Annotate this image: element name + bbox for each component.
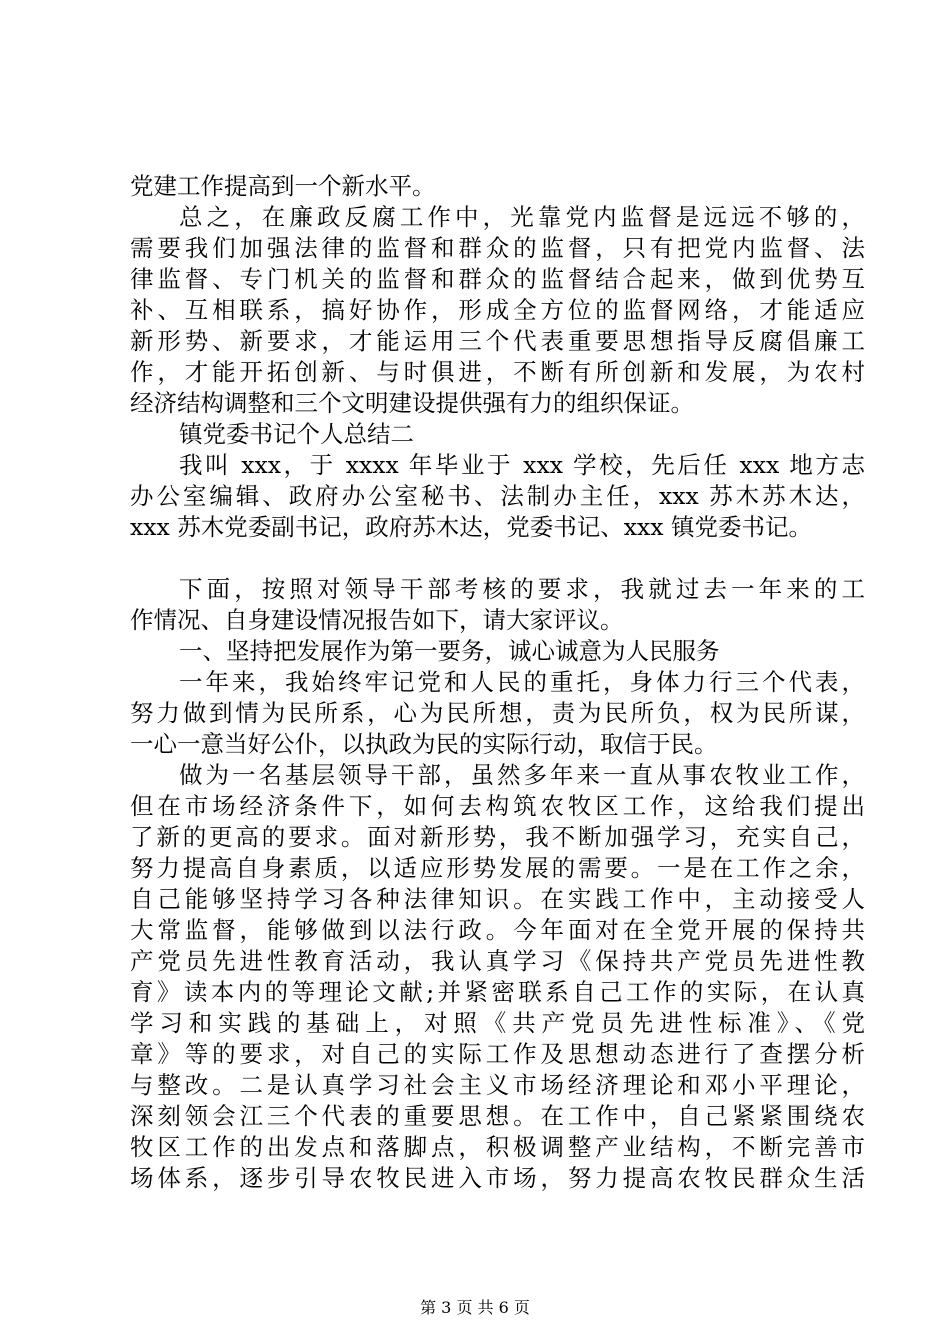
text-line: 一心一意当好公仆，以执政为民的实际行动，取信于民。 bbox=[130, 730, 718, 758]
text-line: 我叫 xxx，于 xxxx 年毕业于 xxx 学校，先后任 xxx 地方志 bbox=[179, 451, 865, 479]
text-line: 自己能够坚持学习各种法律知识。在实践工作中，主动接受人 bbox=[130, 885, 865, 913]
text-line: 但在市场经济条件下，如何去构筑农牧区工作，这给我们提出 bbox=[130, 792, 865, 820]
text-line: 镇党委书记个人总结二 bbox=[179, 420, 414, 448]
text-line: 需要我们加强法律的监督和群众的监督，只有把党内监督、法 bbox=[130, 234, 865, 262]
text-line: 育》读本内的等理论文献;并紧密联系自己工作的实际，在认真 bbox=[130, 978, 865, 1006]
text-line: 一年来，我始终牢记党和人民的重托，身体力行三个代表， bbox=[179, 668, 865, 696]
text-line: 办公室编辑、政府办公室秘书、法制办主任，xxx 苏木苏木达， bbox=[130, 482, 865, 510]
text-line: 经济结构调整和三个文明建设提供强有力的组织保证。 bbox=[130, 389, 694, 417]
text-line: 一、坚持把发展作为第一要务，诚心诚意为人民服务 bbox=[179, 637, 720, 665]
text-line: 努力做到情为民所系，心为民所想，责为民所负，权为民所谋， bbox=[130, 699, 865, 727]
text-line: 作，才能开拓创新、与时俱进，不断有所创新和发展，为农村 bbox=[130, 358, 865, 386]
text-line: xxx 苏木党委副书记，政府苏木达，党委书记、xxx 镇党委书记。 bbox=[130, 513, 812, 541]
text-line: 总之，在廉政反腐工作中，光靠党内监督是远远不够的， bbox=[179, 203, 865, 231]
text-line: 律监督、专门机关的监督和群众的监督结合起来，做到优势互 bbox=[130, 265, 865, 293]
document-body bbox=[130, 171, 865, 1194]
text-line: 努力提高自身素质，以适应形势发展的需要。一是在工作之余， bbox=[130, 854, 865, 882]
text-line: 牧区工作的出发点和落脚点，积极调整产业结构，不断完善市 bbox=[130, 1133, 865, 1161]
text-line: 作情况、自身建设情况报告如下，请大家评议。 bbox=[130, 606, 624, 634]
text-line: 章》等的要求，对自己的实际工作及思想动态进行了查摆分析 bbox=[130, 1040, 865, 1068]
text-line: 学习和实践的基础上，对照《共产党员先进性标准》、《党 bbox=[130, 1009, 865, 1037]
page-footer: 第 3 页 共 6 页 bbox=[420, 1298, 530, 1317]
text-line: 了新的更高的要求。面对新形势，我不断加强学习，充实自己， bbox=[130, 823, 865, 851]
text-line: 党建工作提高到一个新水平。 bbox=[130, 172, 436, 200]
text-line: 补、互相联系，搞好协作，形成全方位的监督网络，才能适应 bbox=[130, 296, 865, 324]
paragraph-gap bbox=[130, 543, 865, 574]
text-line: 深刻领会江三个代表的重要思想。在工作中，自己紧紧围绕农 bbox=[130, 1102, 865, 1130]
text-line: 场体系，逐步引导农牧民进入市场，努力提高农牧民群众生活 bbox=[130, 1164, 865, 1192]
text-line: 大常监督，能够做到以法行政。今年面对在全党开展的保持共 bbox=[130, 916, 865, 944]
text-line: 新形势、新要求，才能运用三个代表重要思想指导反腐倡廉工 bbox=[130, 327, 865, 355]
text-line: 下面，按照对领导干部考核的要求，我就过去一年来的工 bbox=[179, 575, 865, 603]
text-line: 做为一名基层领导干部，虽然多年来一直从事农牧业工作， bbox=[179, 761, 865, 789]
text-line: 与整改。二是认真学习社会主义市场经济理论和邓小平理论， bbox=[130, 1071, 865, 1099]
text-line: 产党员先进性教育活动，我认真学习《保持共产党员先进性教 bbox=[130, 947, 865, 975]
